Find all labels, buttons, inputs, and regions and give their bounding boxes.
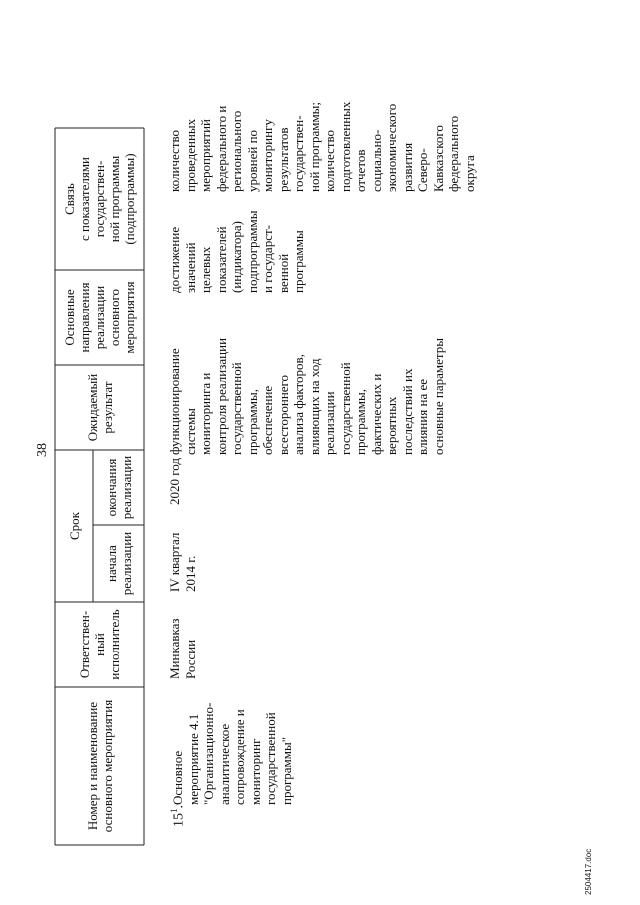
row-expected-result: функционирование системы мониторинга и контроля реализации государственной программы, обеспечение всестороннего анализа факторов, влияющих на ход реализации государственной программы, фактических и вероятных последствий их влияния на ее основные параметры: [167, 337, 446, 455]
row-number-main: 15: [171, 813, 187, 827]
row-responsible: Минкавказ России: [167, 618, 198, 679]
row-name: Основное мероприятие 4.1 "Организационно- аналитическое сопровождение и мониторинг государственной программы": [170, 702, 294, 805]
row-link-indicators: количество проведенных мероприятий федерального и регионального уровней по мониторингу результатов государствен- ной программы; количество подготовленных отчетов социально- экономического развития Северо- Кавказского федерального округа: [167, 101, 477, 192]
header-expected-result: Ожидаемый результат: [84, 373, 115, 442]
document-id: 2504417.doc: [584, 848, 593, 895]
header-number-name: Номер и наименование основного мероприятия: [84, 699, 115, 833]
header-term-end: окончания реализации: [103, 455, 134, 520]
header-responsible: Ответствен- ный исполнитель: [77, 609, 122, 680]
header-term-start: начала реализации: [103, 531, 134, 596]
row-main-directions: достижение значений целевых показателей (индикатора) подпрограммы и государст- венной программы: [167, 210, 306, 293]
row-number-dot: .: [171, 805, 187, 809]
header-term: Срок: [66, 512, 82, 540]
header-link-indicators: Связь с показателями государствен- ной программы (подпрограммы): [62, 153, 137, 245]
header-main-directions: Основные направления реализации основного мероприятия: [62, 281, 137, 354]
row-term-start: IV квартал 2014 г.: [167, 532, 198, 592]
row-number: [170, 805, 187, 827]
page-number: 38: [35, 443, 50, 457]
row-number-superscript: 1: [169, 808, 179, 813]
row-term-end: 2020 год: [167, 458, 182, 505]
